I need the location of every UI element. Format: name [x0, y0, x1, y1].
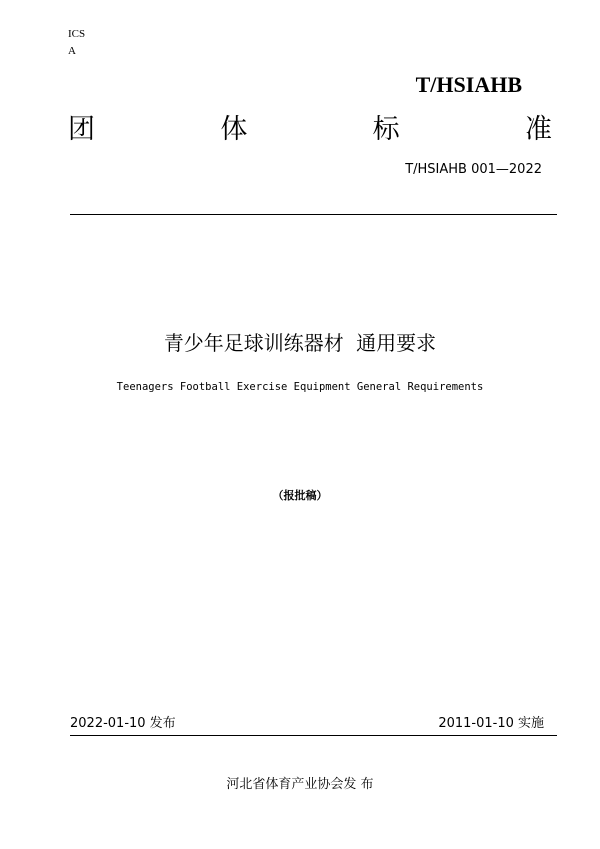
bottom-divider	[70, 735, 557, 736]
standard-type-heading	[68, 112, 552, 148]
organization-code: T/HSIAHB	[415, 72, 522, 97]
effective-date: 2011-01-10 实施	[438, 716, 544, 731]
standard-type-char: 体	[220, 114, 248, 145]
document-title-english: Teenagers Football Exercise Equipment General Requirements	[116, 381, 484, 393]
publisher: 河北省体育产业协会发 布	[226, 777, 374, 792]
draft-status-label: （报批稿）	[272, 489, 328, 502]
standard-type-char: 标	[372, 114, 400, 145]
standard-type-char: 准	[524, 114, 552, 145]
ics-code: ICS	[68, 28, 86, 40]
standard-number: T/HSIAHB 001—2022	[405, 162, 542, 177]
top-divider	[70, 214, 557, 215]
document-title-chinese: 青少年足球训练器材 通用要求	[163, 331, 437, 355]
release-date: 2022-01-10 发布	[70, 716, 176, 731]
ccs-code: A	[68, 45, 76, 57]
standard-type-char: 团	[68, 114, 95, 145]
